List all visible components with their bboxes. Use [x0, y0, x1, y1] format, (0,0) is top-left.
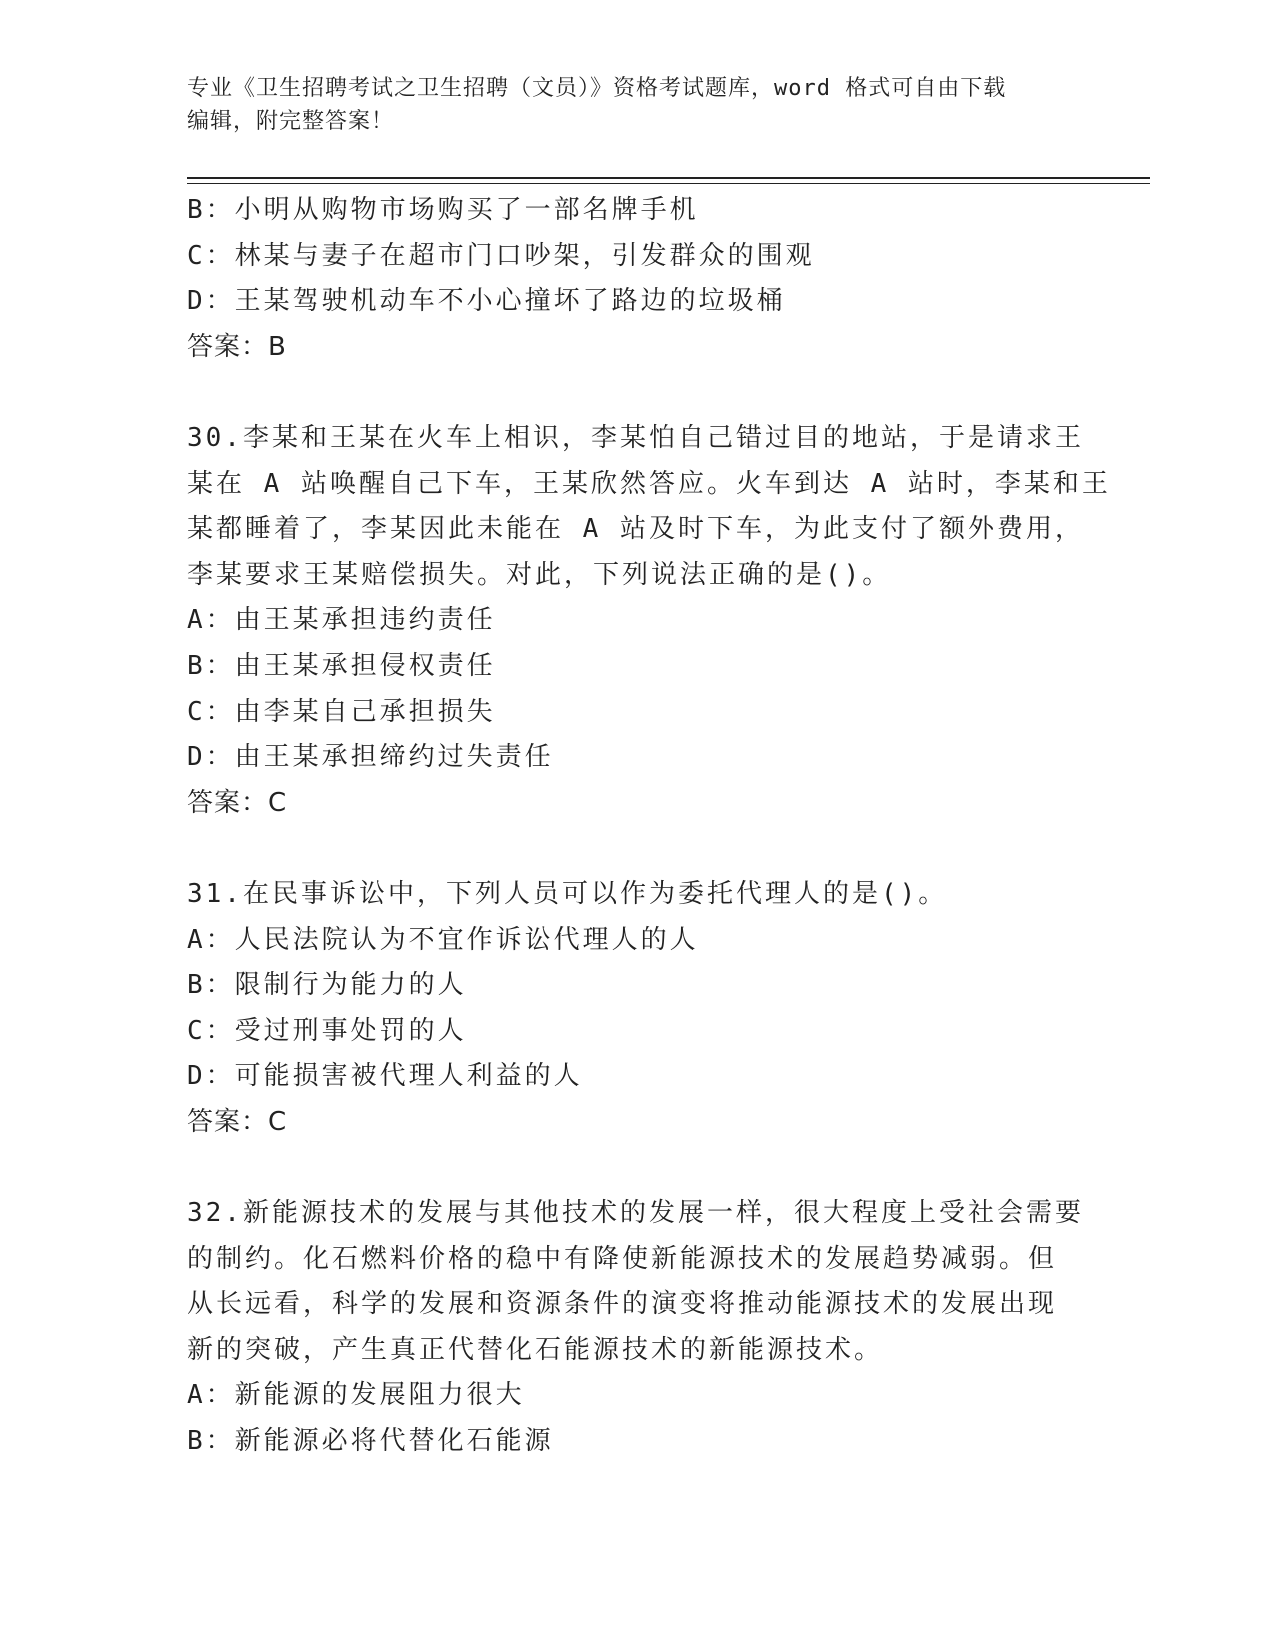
option-b: B：由王某承担侵权责任 — [187, 650, 496, 681]
prev-question — [187, 188, 1087, 370]
option-c: C：由李某自己承担损失 — [187, 696, 496, 727]
question-content — [187, 188, 1111, 1465]
option-d: D：王某驾驶机动车不小心撞坏了路边的垃圾桶 — [187, 286, 786, 317]
question-31 — [187, 872, 1087, 1146]
question-text-line: 的制约。化石燃料价格的稳中有降使新能源技术的发展趋势减弱。但 — [187, 1243, 1058, 1274]
spacer — [187, 1145, 1087, 1191]
question-text-line: 新的突破，产生真正代替化石能源技术的新能源技术。 — [187, 1334, 884, 1365]
answer: 答案：C — [187, 1106, 288, 1137]
question-text-line: 30.李某和王某在火车上相识，李某怕自己错过目的地站，于是请求王 — [187, 422, 1084, 453]
option-c: C：受过刑事处罚的人 — [187, 1015, 467, 1046]
question-32 — [187, 1191, 1087, 1465]
page-header — [187, 72, 1087, 138]
answer: 答案：C — [187, 787, 288, 818]
header-rule-thick — [187, 177, 1150, 179]
spacer — [187, 370, 1087, 416]
header-line-1: 专业《卫生招聘考试之卫生招聘（文员）》资格考试题库，word 格式可自由下载 — [187, 76, 1007, 101]
option-b: B：新能源必将代替化石能源 — [187, 1426, 554, 1457]
question-text-line: 某都睡着了，李某因此未能在 A 站及时下车，为此支付了额外费用， — [187, 514, 1084, 545]
option-a: A：新能源的发展阻力很大 — [187, 1380, 525, 1411]
header-line-2: 编辑，附完整答案！ — [187, 109, 395, 134]
question-30 — [187, 416, 1111, 826]
option-b: B：限制行为能力的人 — [187, 970, 467, 1001]
spacer — [187, 826, 1087, 872]
answer: 答案：B — [187, 331, 287, 362]
option-a: A：人民法院认为不宜作诉讼代理人的人 — [187, 924, 699, 955]
header-rule-thin — [187, 183, 1150, 184]
question-text-line: 从长远看，科学的发展和资源条件的演变将推动能源技术的发展出现 — [187, 1289, 1058, 1320]
option-c: C：林某与妻子在超市门口吵架，引发群众的围观 — [187, 240, 815, 271]
option-d: D：可能损害被代理人利益的人 — [187, 1061, 583, 1092]
option-d: D：由王某承担缔约过失责任 — [187, 742, 554, 773]
question-text-line: 李某要求王某赔偿损失。对此，下列说法正确的是()。 — [187, 559, 892, 590]
option-b: B：小明从购物市场购买了一部名牌手机 — [187, 195, 699, 225]
question-text-line: 32.新能源技术的发展与其他技术的发展一样，很大程度上受社会需要 — [187, 1198, 1084, 1229]
question-text-line: 31.在民事诉讼中，下列人员可以作为委托代理人的是()。 — [187, 878, 948, 909]
option-a: A：由王某承担违约责任 — [187, 605, 496, 636]
question-text-line: 某在 A 站唤醒自己下车，王某欣然答应。火车到达 A 站时，李某和王 — [187, 468, 1111, 499]
